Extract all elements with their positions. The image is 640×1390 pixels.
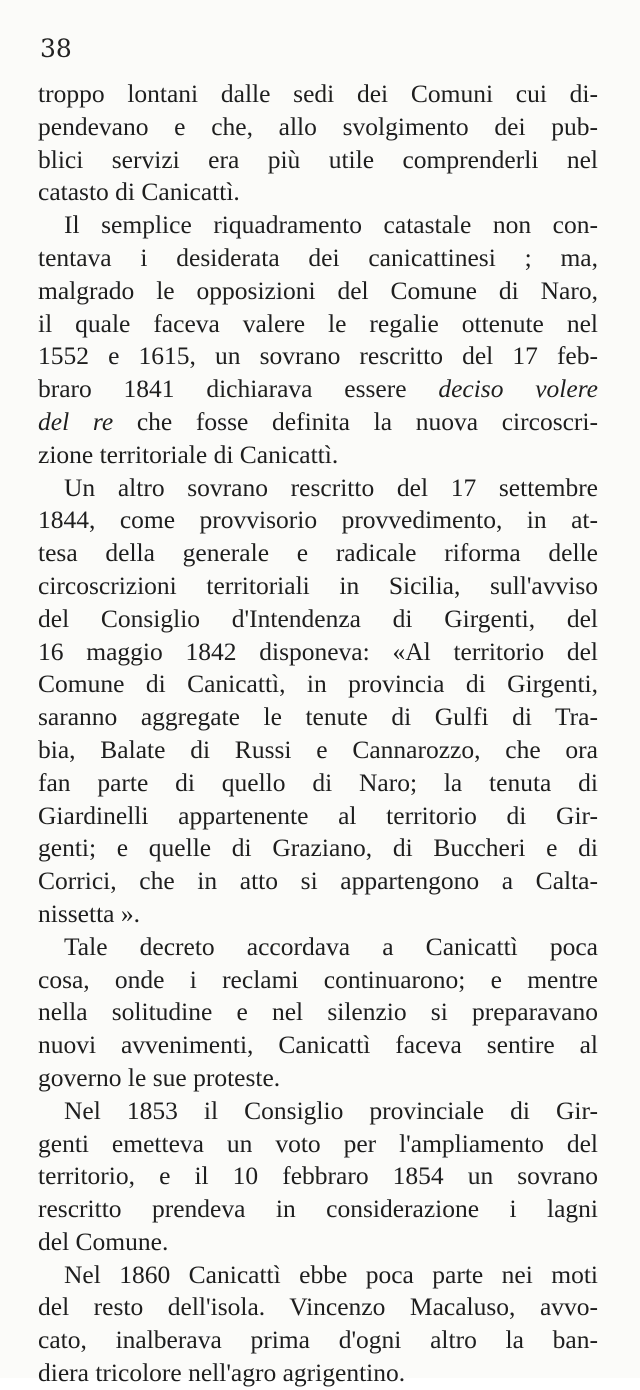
text-line <box>38 275 598 308</box>
text-segment: Nel 1853 il Consiglio provinciale di Gir- <box>64 1095 598 1125</box>
text-segment: 1552 e 1615, un sovrano rescritto del 17 feb- <box>38 341 598 371</box>
paragraph <box>38 1095 598 1259</box>
text-line <box>38 1291 598 1324</box>
text-line <box>38 898 598 931</box>
text-segment: del Comune. <box>38 1226 169 1256</box>
text-segment: blici servizi era più utile comprenderli nel <box>38 144 598 174</box>
text-segment: circoscrizioni territoriali in Sicilia, sull'avviso <box>38 570 598 600</box>
text-line <box>38 176 598 209</box>
paragraph <box>38 931 598 1095</box>
text-segment: tesa della generale e radicale riforma delle <box>38 538 598 568</box>
text-segment: governo le sue proteste. <box>38 1062 281 1092</box>
text-segment: braro 1841 dichiarava essere <box>38 374 439 404</box>
text-line <box>38 209 598 242</box>
text-line <box>38 636 598 669</box>
text-segment: nissetta ». <box>38 898 140 928</box>
text-line <box>38 1324 598 1357</box>
italic-text: del re <box>38 406 114 436</box>
text-segment: genti; e quelle di Graziano, di Buccheri e di <box>38 833 598 863</box>
paragraph <box>38 209 598 471</box>
text-line <box>38 996 598 1029</box>
text-segment: che fosse definita la nuova circoscri- <box>113 406 599 436</box>
text-segment: troppo lontani dalle sedi dei Comuni cui di- <box>38 79 598 108</box>
text-segment: nella solitudine e nel silenzio si preparavano <box>38 997 598 1027</box>
text-line <box>38 832 598 865</box>
text-line <box>38 439 598 472</box>
text-segment: zione territoriale di Canicattì. <box>38 439 339 469</box>
text-segment: malgrado le opposizioni del Comune di Naro, <box>38 275 598 305</box>
text-line <box>38 570 598 603</box>
text-line <box>38 1095 598 1128</box>
text-line <box>38 1128 598 1161</box>
text-line <box>38 111 598 144</box>
body-text <box>38 78 598 1390</box>
text-line <box>38 964 598 997</box>
text-segment: cosa, onde i reclami continuarono; e mentre <box>38 964 598 994</box>
text-segment: 16 maggio 1842 disponeva: «Al territorio del <box>38 636 598 666</box>
text-segment: rescritto prendeva in considerazione i lagni <box>38 1194 598 1224</box>
text-line <box>38 472 598 505</box>
text-segment: Il semplice riquadramento catastale non con- <box>64 210 598 240</box>
italic-text: deciso volere <box>438 374 598 404</box>
text-line <box>38 701 598 734</box>
text-segment: Corrici, che in atto si appartengono a Calta- <box>38 866 598 896</box>
text-line <box>38 767 598 800</box>
text-segment: Nel 1860 Canicattì ebbe poca parte nei moti <box>64 1259 598 1289</box>
text-line <box>38 406 598 439</box>
text-segment: fan parte di quello di Naro; la tenuta di <box>38 767 598 797</box>
text-line <box>38 1226 598 1259</box>
text-segment: del Consiglio d'Intendenza di Girgenti, del <box>38 603 598 633</box>
text-line <box>38 1357 598 1390</box>
text-line <box>38 537 598 570</box>
text-line <box>38 340 598 373</box>
text-line <box>38 1193 598 1226</box>
text-segment: pendevano e che, allo svolgimento dei pub- <box>38 111 598 141</box>
text-line <box>38 668 598 701</box>
paragraph <box>38 78 598 209</box>
text-segment: Giardinelli appartenente al territorio di Gir- <box>38 800 598 830</box>
text-line <box>38 78 598 111</box>
text-line <box>38 308 598 341</box>
text-line <box>38 373 598 406</box>
text-line <box>38 504 598 537</box>
text-line <box>38 734 598 767</box>
text-segment: cato, inalberava prima d'ogni altro la ban- <box>38 1325 598 1355</box>
text-segment: territorio, e il 10 febbraro 1854 un sovrano <box>38 1161 598 1191</box>
text-line <box>38 1062 598 1095</box>
text-segment: nuovi avvenimenti, Canicattì faceva sentire al <box>38 1030 598 1060</box>
text-segment: catasto di Canicattì. <box>38 177 240 207</box>
text-segment: genti emetteva un voto per l'ampliamento del <box>38 1128 598 1158</box>
text-line <box>38 144 598 177</box>
text-segment: Comune di Canicattì, in provincia di Girgenti, <box>38 669 598 699</box>
text-segment: bia, Balate di Russi e Cannarozzo, che ora <box>38 734 598 764</box>
text-segment: 1844, come provvisorio provvedimento, in at- <box>38 505 598 535</box>
text-segment: saranno aggregate le tenute di Gulfi di Tra- <box>38 702 598 732</box>
text-line <box>38 1029 598 1062</box>
text-line <box>38 865 598 898</box>
text-segment: Tale decreto accordava a Canicattì poca <box>64 931 598 961</box>
text-line <box>38 242 598 275</box>
text-line <box>38 931 598 964</box>
text-segment: diera tricolore nell'agro agrigentino. <box>38 1358 406 1388</box>
paragraph <box>38 472 598 931</box>
text-line <box>38 1160 598 1193</box>
text-line <box>38 800 598 833</box>
page-number: 38 <box>40 34 72 63</box>
text-line <box>38 1259 598 1292</box>
paragraph <box>38 1259 598 1390</box>
text-segment: del resto dell'isola. Vincenzo Macaluso, avvo- <box>38 1292 598 1322</box>
text-segment: il quale faceva valere le regalie ottenute nel <box>38 308 598 338</box>
text-segment: Un altro sovrano rescritto del 17 settembre <box>64 472 598 502</box>
text-segment: tentava i desiderata dei canicattinesi ; ma, <box>38 242 598 272</box>
text-line <box>38 603 598 636</box>
